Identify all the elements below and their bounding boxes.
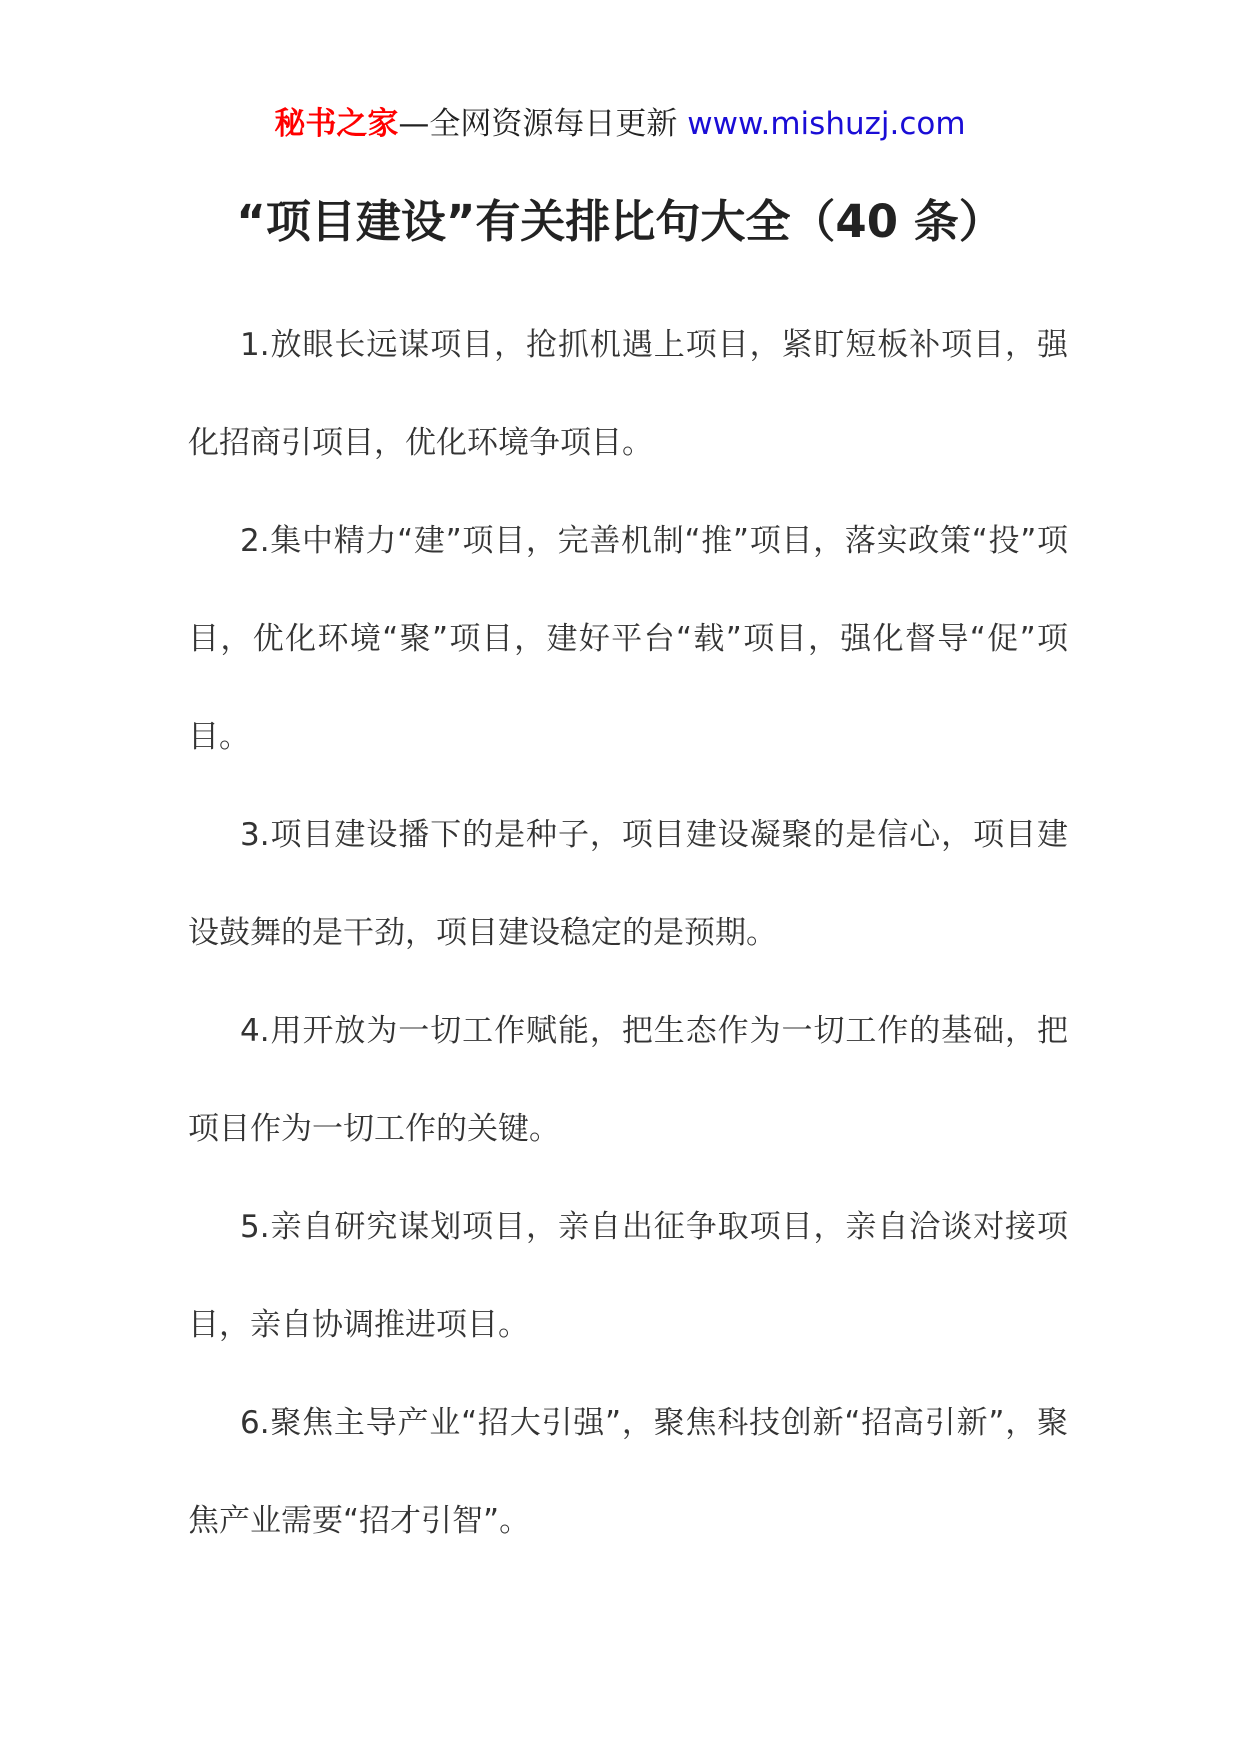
paragraph-5: 5.亲自研究谋划项目，亲自出征争取项目，亲自洽谈对接项目，亲自协调推进项目。: [188, 1209, 1068, 1343]
site-header: [0, 98, 1240, 150]
paragraph-1: 1.放眼长远谋项目，抢抓机遇上项目，紧盯短板补项目，强化招商引项目，优化环境争项目。: [188, 327, 1068, 461]
document-body: [188, 296, 1068, 1570]
paragraph-4: 4.用开放为一切工作赋能，把生态作为一切工作的基础，把项目作为一切工作的关键。: [188, 1013, 1068, 1147]
site-url-link[interactable]: www.mishuzj.com: [687, 106, 966, 142]
paragraph-3: 3.项目建设播下的是种子，项目建设凝聚的是信心，项目建设鼓舞的是干劲，项目建设稳定的是预期。: [188, 817, 1068, 951]
paragraph-6: 6.聚焦主导产业“招大引强”，聚焦科技创新“招高引新”，聚焦产业需要“招才引智”。: [188, 1405, 1068, 1539]
site-brand: 秘书之家: [274, 106, 399, 142]
paragraph-2: 2.集中精力“建”项目，完善机制“推”项目，落实政策“投”项目，优化环境“聚”项目，建好平台“载”项目，强化督导“促”项目。: [188, 523, 1068, 755]
site-slogan: —全网资源每日更新: [398, 106, 678, 142]
document-title: “项目建设”有关排比句大全（40 条）: [236, 195, 1004, 248]
